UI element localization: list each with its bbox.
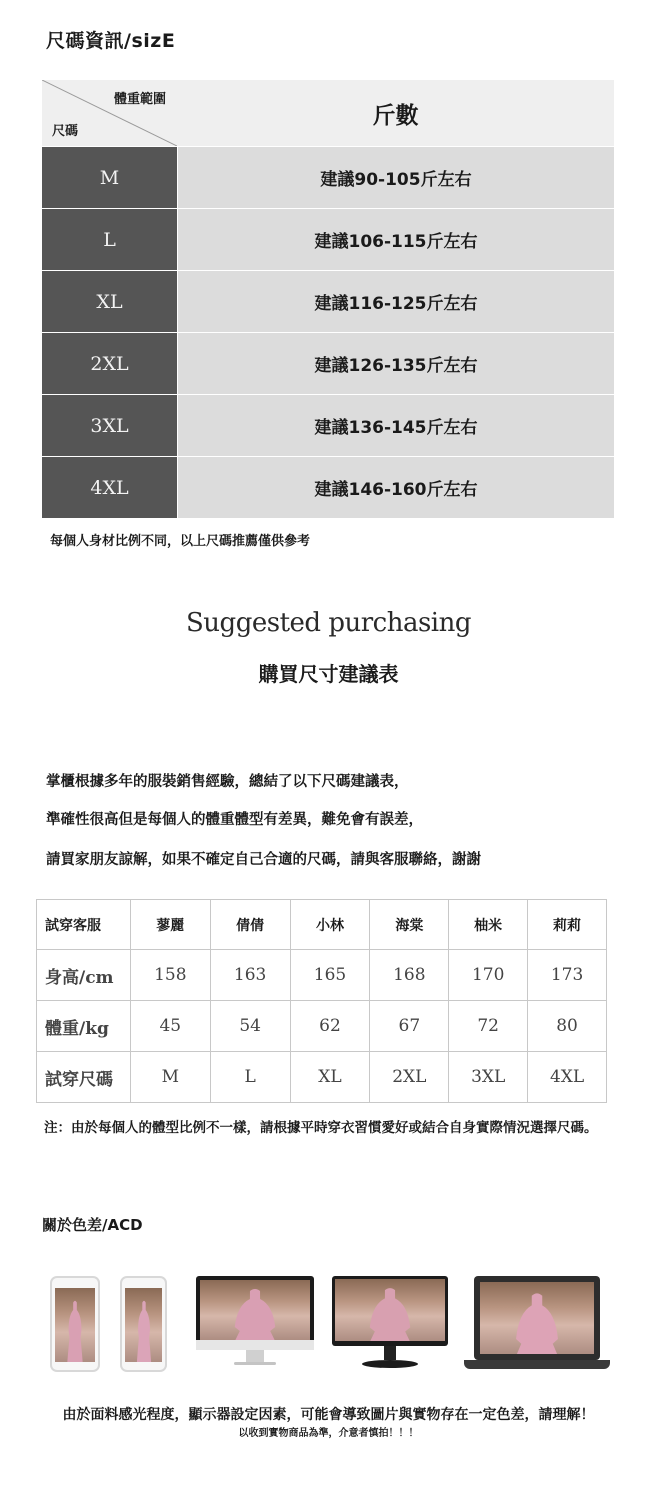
row-label: 體重/kg <box>37 1001 131 1052</box>
table-cell: 4XL <box>528 1052 607 1103</box>
size-cell: 2XL <box>42 333 177 394</box>
weight-value-cell: 建議106-115斤左右 <box>177 209 614 270</box>
size-row <box>42 270 614 332</box>
table-cell: 72 <box>449 1001 528 1052</box>
size-row <box>42 146 614 208</box>
header-cell: 莉莉 <box>528 900 607 950</box>
table-cell: L <box>210 1052 290 1103</box>
table-cell: XL <box>290 1052 370 1103</box>
header-cell: 倩倩 <box>210 900 290 950</box>
table-row <box>37 1052 607 1103</box>
fitting-table-header <box>37 900 607 950</box>
phone-icon <box>50 1276 100 1372</box>
table-row <box>37 1001 607 1052</box>
dress-photo <box>200 1280 310 1340</box>
header-cell: 試穿客服 <box>37 900 131 950</box>
suggested-title-en: Suggested purchasing <box>186 608 471 638</box>
table-cell: 2XL <box>370 1052 449 1103</box>
weight-value-cell: 建議146-160斤左右 <box>177 457 614 518</box>
intro-line: 請買家朋友諒解，如果不確定自己合適的尺碼，請與客服聯絡，謝謝 <box>46 852 481 868</box>
table-cell: 168 <box>370 950 449 1001</box>
phone-icon <box>120 1276 167 1372</box>
diagonal-header-cell <box>42 80 177 146</box>
header-cell: 海棠 <box>370 900 449 950</box>
weight-value-cell: 建議116-125斤左右 <box>177 271 614 332</box>
weight-value-cell: 建議136-145斤左右 <box>177 395 614 456</box>
intro-line: 掌櫃根據多年的服裝銷售經驗，總結了以下尺碼建議表， <box>46 774 409 790</box>
size-label: 尺碼 <box>52 124 79 139</box>
dress-photo <box>335 1279 445 1341</box>
header-cell: 柚米 <box>449 900 528 950</box>
size-row <box>42 208 614 270</box>
fitting-table <box>36 899 607 1103</box>
size-cell: 4XL <box>42 457 177 518</box>
table-cell: 80 <box>528 1001 607 1052</box>
color-section-title: 關於色差/ACD <box>42 1216 143 1234</box>
table-row <box>37 950 607 1001</box>
color-disclaimer-small: 以收到實物商品為準，介意者慎拍！！！ <box>238 1428 419 1439</box>
weight-value-cell: 建議90-105斤左右 <box>177 147 614 208</box>
size-cell: M <box>42 147 177 208</box>
size-row <box>42 332 614 394</box>
laptop-icon <box>464 1276 610 1372</box>
size-table-header <box>42 80 614 146</box>
size-section-title: 尺碼資訊/sizE <box>46 30 176 52</box>
size-note: 每個人身材比例不同，以上尺碼推薦僅供參考 <box>50 534 311 549</box>
dress-photo <box>125 1288 162 1362</box>
table-cell: M <box>130 1052 210 1103</box>
header-cell: 小林 <box>290 900 370 950</box>
suggested-title-zh: 購買尺寸建議表 <box>258 662 399 686</box>
size-cell: L <box>42 209 177 270</box>
table-cell: 67 <box>370 1001 449 1052</box>
table-cell: 173 <box>528 950 607 1001</box>
size-cell: XL <box>42 271 177 332</box>
monitor-icon <box>332 1276 448 1372</box>
weight-range-label: 體重範圍 <box>114 92 167 107</box>
table-cell: 165 <box>290 950 370 1001</box>
table-cell: 3XL <box>449 1052 528 1103</box>
table-cell: 62 <box>290 1001 370 1052</box>
table-cell: 54 <box>210 1001 290 1052</box>
weight-value-cell: 建議126-135斤左右 <box>177 333 614 394</box>
fitting-note: 注：由於每個人的體型比例不一樣，請根據平時穿衣習慣愛好或結合自身實際情況選擇尺碼。 <box>44 1120 598 1136</box>
table-cell: 158 <box>130 950 210 1001</box>
row-label: 身高/cm <box>37 950 131 1001</box>
size-cell: 3XL <box>42 395 177 456</box>
header-cell: 蓼麗 <box>130 900 210 950</box>
intro-line: 準確性很高但是每個人的體重體型有差異，難免會有誤差， <box>46 812 423 828</box>
color-disclaimer: 由於面料感光程度，顯示器設定因素，可能會導致圖片與實物存在一定色差，請理解！ <box>62 1407 595 1423</box>
dress-photo <box>480 1282 594 1354</box>
size-table <box>42 80 614 518</box>
table-cell: 170 <box>449 950 528 1001</box>
size-row <box>42 394 614 456</box>
table-cell: 45 <box>130 1001 210 1052</box>
jin-header: 斤數 <box>372 103 419 129</box>
table-cell: 163 <box>210 950 290 1001</box>
dress-photo <box>55 1288 95 1362</box>
row-label: 試穿尺碼 <box>37 1052 131 1103</box>
size-row <box>42 456 614 518</box>
monitor-icon <box>196 1276 314 1372</box>
